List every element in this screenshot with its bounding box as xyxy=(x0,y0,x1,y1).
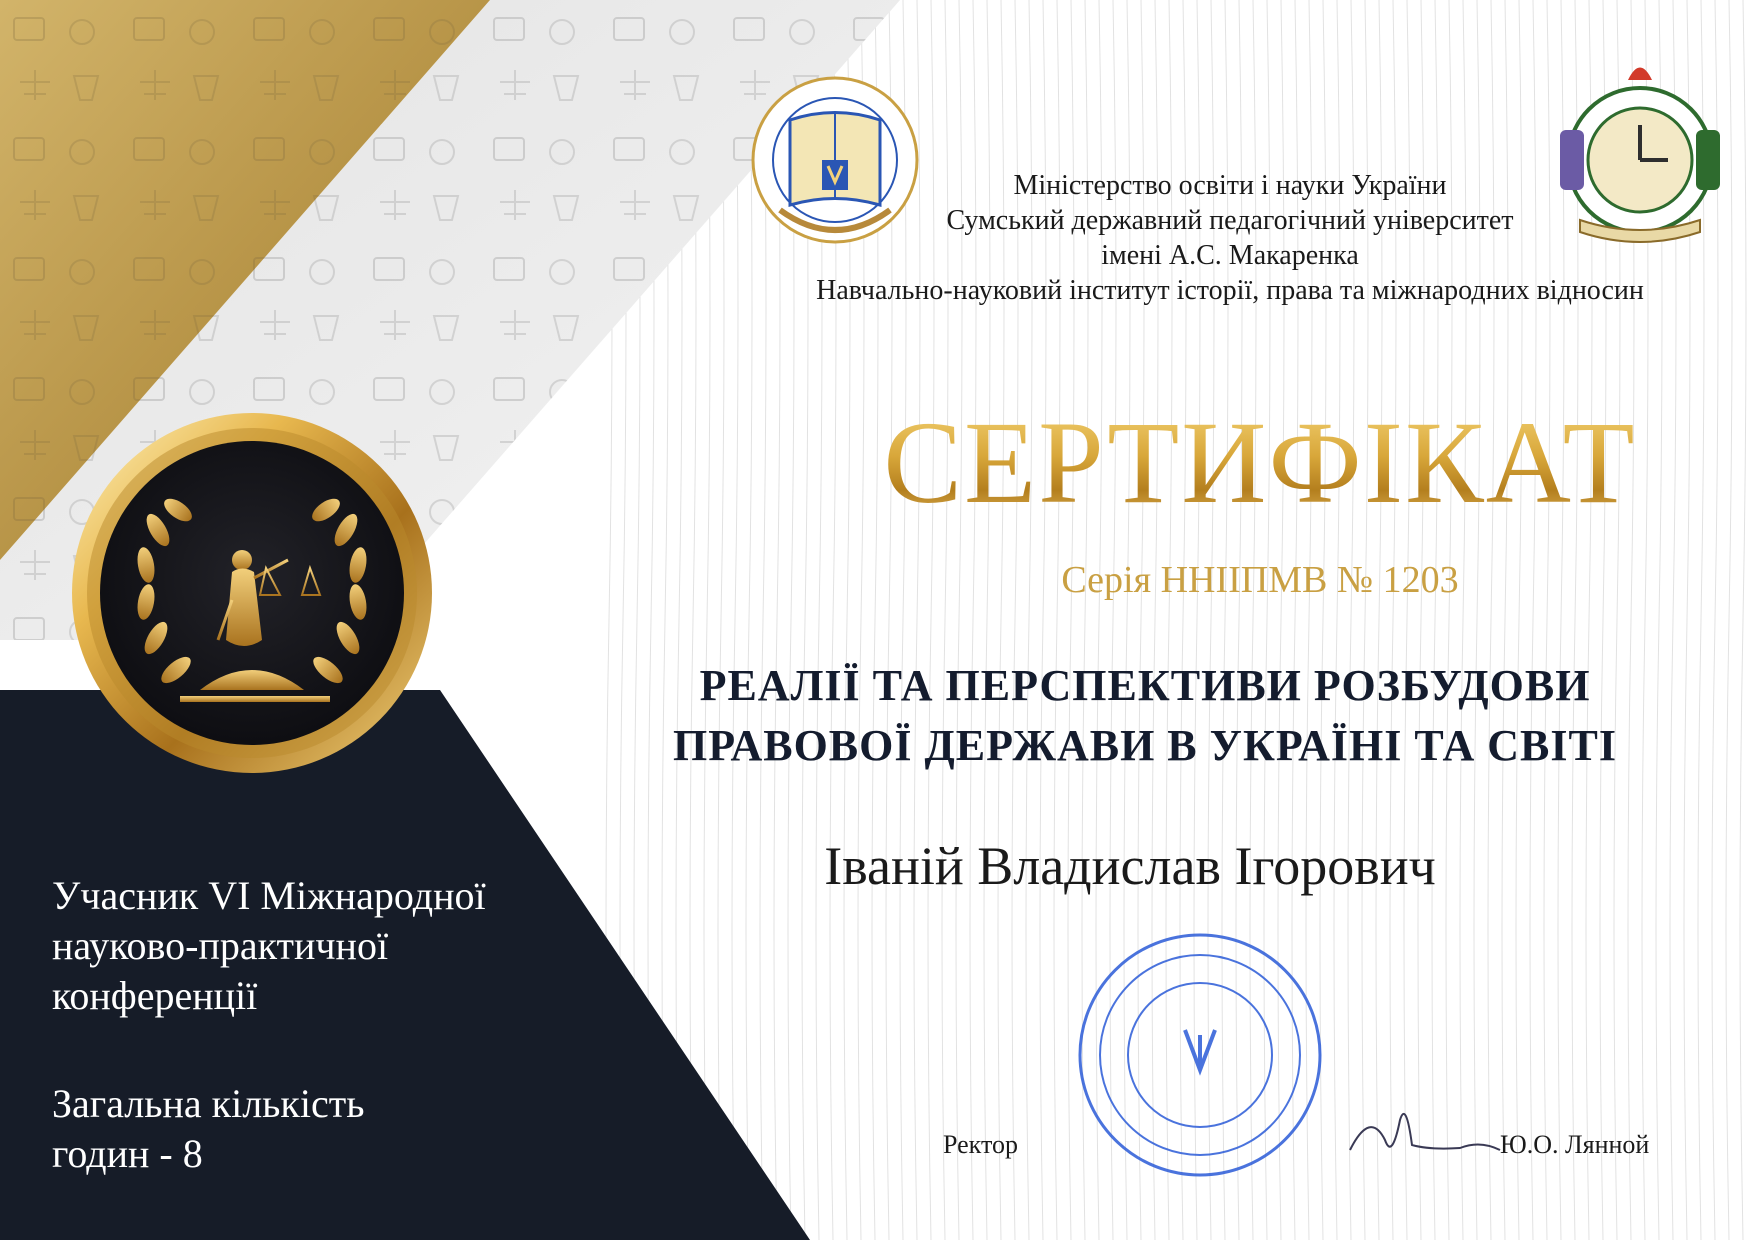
participant-line-2: науково-практичної xyxy=(52,923,389,968)
topic-line-2: ПРАВОВОЇ ДЕРЖАВИ В УКРАЇНІ ТА СВІТІ xyxy=(672,721,1617,770)
justice-medal-icon xyxy=(72,413,432,773)
hours-line-2: годин - 8 xyxy=(52,1131,203,1176)
participant-line-3: конференції xyxy=(52,973,258,1018)
certificate-title: СЕРТИФІКАТ xyxy=(830,395,1690,531)
hours-line-1: Загальна кількість xyxy=(52,1081,365,1126)
topic-line-1: РЕАЛІЇ ТА ПЕРСПЕКТИВИ РОЗБУДОВИ xyxy=(699,661,1591,710)
rector-label: Ректор xyxy=(943,1130,1018,1159)
university-name-2: імені А.С. Макаренка xyxy=(1101,240,1359,271)
rector-name: Ю.О. Лянной xyxy=(1500,1130,1650,1159)
participant-line-1: Учасник VI Міжнародної xyxy=(52,873,486,918)
recipient-name: Іваній Владислав Ігорович xyxy=(824,836,1436,896)
institute-name: Навчально-науковий інститут історії, права та міжнародних відносин xyxy=(816,275,1644,306)
certificate-series: Серія ННІІПМВ № 1203 xyxy=(1061,559,1459,601)
ministry-name: Міністерство освіти і науки України xyxy=(1013,170,1447,201)
university-name: Сумський державний педагогічний університет xyxy=(946,205,1514,236)
